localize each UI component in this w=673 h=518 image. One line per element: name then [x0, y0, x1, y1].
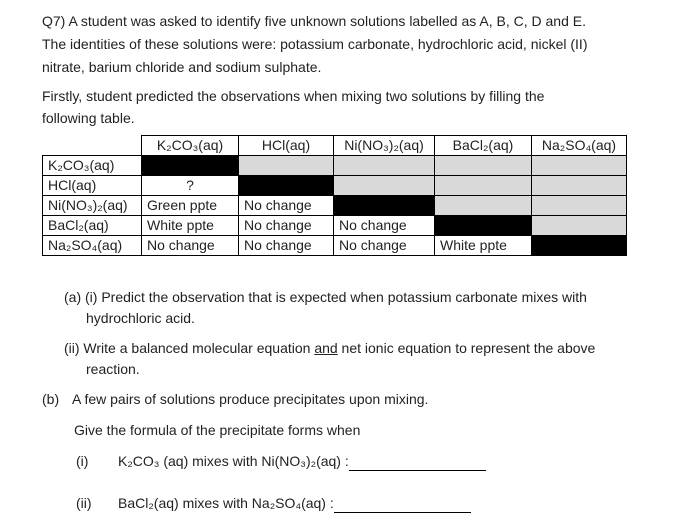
part-b-marker: (b)	[42, 391, 60, 407]
predict-line-2: following table.	[42, 110, 135, 126]
table-cell: Green ppte	[142, 196, 239, 216]
part-b-ii-line	[118, 493, 471, 513]
table-cell: White ppte	[435, 236, 532, 256]
part-b-prompt: Give the formula of the precipitate forms when	[74, 422, 361, 438]
part-a-ii-line-1	[64, 338, 595, 358]
table-cell: No change	[239, 236, 334, 256]
table-cell	[435, 156, 532, 176]
table-cell	[435, 176, 532, 196]
part-a-ii-line-2: reaction.	[86, 361, 140, 377]
table-cell: ?	[142, 176, 239, 196]
row-label: BaCl₂(aq)	[43, 216, 142, 236]
question-intro-line-3: nitrate, barium chloride and sodium sulphate.	[42, 59, 322, 75]
part-b-i-text: K₂CO₃ (aq) mixes with Ni(NO₃)₂(aq) :	[118, 453, 349, 469]
part-b-title: A few pairs of solutions produce precipitates upon mixing.	[72, 391, 429, 407]
table-row	[43, 176, 627, 196]
table-cell: No change	[142, 236, 239, 256]
part-b-ii-text: BaCl₂(aq) mixes with Na₂SO₄(aq) :	[118, 495, 334, 511]
table-header-cell: BaCl₂(aq)	[435, 136, 532, 156]
table-header-row	[43, 136, 627, 156]
table-cell	[435, 196, 532, 216]
part-b-ii-marker: (ii)	[76, 495, 92, 511]
part-a-i-line-1	[64, 287, 587, 307]
table-cell: No change	[239, 196, 334, 216]
row-label: Na₂SO₄(aq)	[43, 236, 142, 256]
table-cell	[334, 156, 435, 176]
table-row	[43, 156, 627, 176]
part-a-i-line-2: hydrochloric acid.	[86, 310, 195, 326]
row-label: K₂CO₃(aq)	[43, 156, 142, 176]
table-cell: No change	[334, 236, 435, 256]
answer-blank-b-ii[interactable]	[334, 498, 471, 513]
table-cell: No change	[334, 216, 435, 236]
table-cell	[142, 156, 239, 176]
table-cell	[334, 176, 435, 196]
part-a-ii-and: and	[314, 340, 338, 356]
table-row	[43, 236, 627, 256]
table-cell	[532, 176, 627, 196]
part-b-i-marker: (i)	[76, 453, 89, 469]
table-header-cell: Ni(NO₃)₂(aq)	[334, 136, 435, 156]
observation-table	[42, 135, 627, 256]
table-cell: No change	[239, 216, 334, 236]
table-cell	[239, 156, 334, 176]
table-cell	[334, 196, 435, 216]
table-cell	[435, 216, 532, 236]
row-label: Ni(NO₃)₂(aq)	[43, 196, 142, 216]
table-cell: White ppte	[142, 216, 239, 236]
table-cell	[532, 236, 627, 256]
part-b-i-line	[118, 451, 486, 471]
part-a-ii-text-pre: (ii) Write a balanced molecular equation	[64, 340, 315, 356]
question-intro-line-2: The identities of these solutions were: potassium carbonate, hydrochloric acid, nickel (II)	[42, 36, 588, 52]
table-row	[43, 216, 627, 236]
part-a-ii-text-post: net ionic equation to represent the above	[337, 340, 596, 356]
table-cell	[532, 156, 627, 176]
table-cell	[532, 196, 627, 216]
table-header-cell: K₂CO₃(aq)	[142, 136, 239, 156]
table-cell	[239, 176, 334, 196]
table-corner	[43, 136, 142, 156]
table-cell	[532, 216, 627, 236]
table-row	[43, 196, 627, 216]
part-a-i-text: Predict the observation that is expected when potassium carbonate mixes with	[101, 289, 587, 305]
part-a-i-marker: (a) (i)	[64, 289, 98, 305]
table-header-cell: Na₂SO₄(aq)	[532, 136, 627, 156]
answer-blank-b-i[interactable]	[349, 456, 486, 471]
question-intro-line-1: Q7) A student was asked to identify five unknown solutions labelled as A, B, C, D and E.	[42, 13, 586, 29]
predict-line-1: Firstly, student predicted the observations when mixing two solutions by filling the	[42, 88, 545, 104]
row-label: HCl(aq)	[43, 176, 142, 196]
table-header-cell: HCl(aq)	[239, 136, 334, 156]
